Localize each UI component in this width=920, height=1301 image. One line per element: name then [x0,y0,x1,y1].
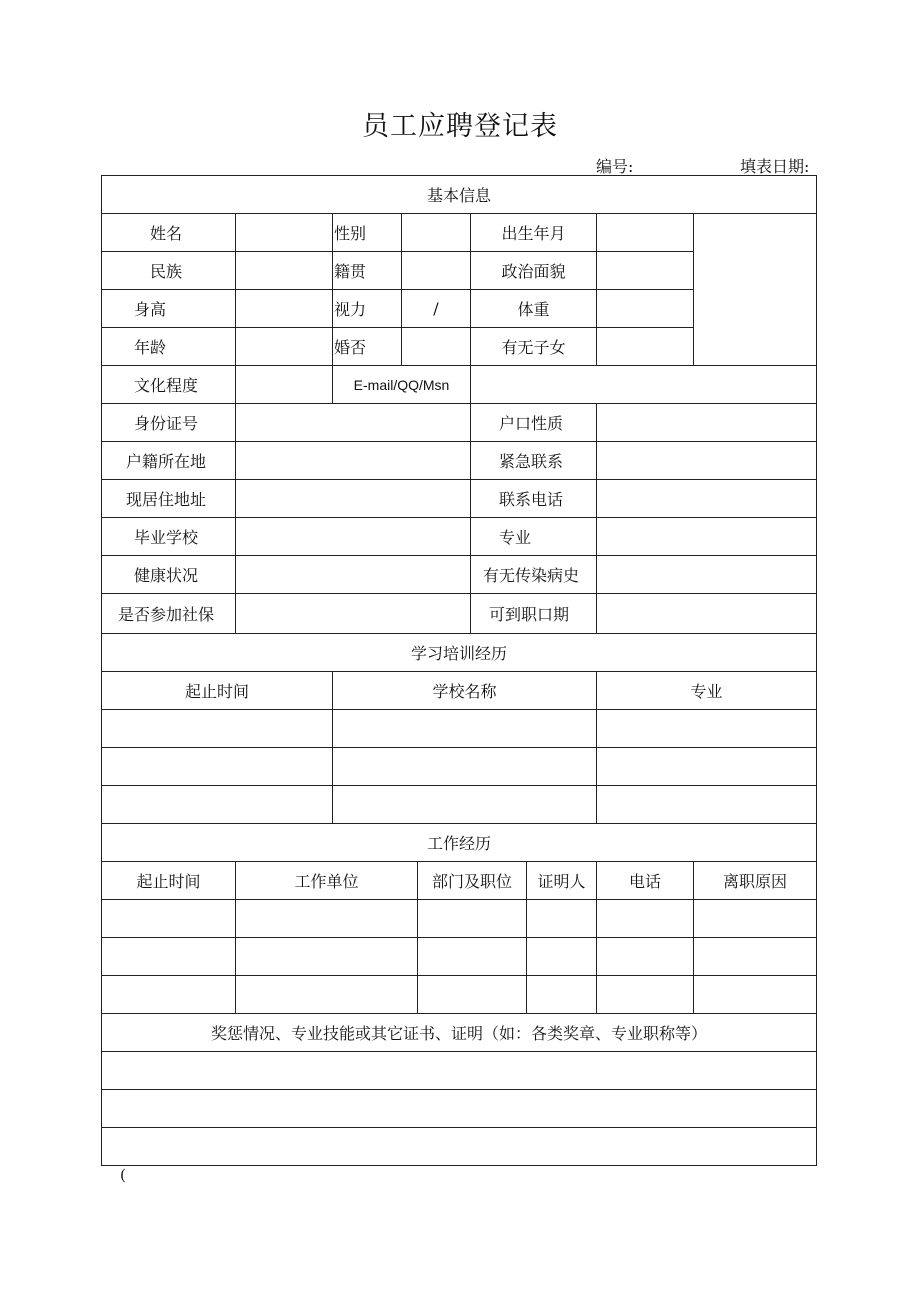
field-input[interactable] [235,555,471,594]
table-cell[interactable] [332,785,597,824]
field-input[interactable] [235,441,471,480]
table-cell[interactable] [526,899,597,938]
field-input[interactable] [235,289,333,328]
field-label: 文化程度 [101,365,236,404]
field-label: 紧急联系 [470,441,597,480]
field-input[interactable] [596,517,817,556]
table-cell[interactable] [596,899,694,938]
field-input[interactable] [235,327,333,366]
table-cell[interactable] [235,899,418,938]
table-cell[interactable] [417,975,527,1014]
field-label: 体重 [470,289,597,328]
field-label: 政治面貌 [470,251,597,290]
field-input[interactable] [596,289,694,328]
table-cell[interactable] [101,899,236,938]
table-cell[interactable] [101,1051,817,1090]
field-input[interactable] [596,403,817,442]
field-input[interactable] [235,517,471,556]
table-cell[interactable] [332,709,597,748]
field-label: E-mail/QQ/Msn [332,365,471,404]
table-cell[interactable] [596,937,694,976]
photo-box [693,213,817,366]
registration-table [102,176,817,1167]
table-cell[interactable] [596,709,817,748]
field-label: 身份证号 [101,403,236,442]
field-label: 有无传染病史 [470,555,597,594]
table-cell[interactable] [417,899,527,938]
form-title: 员工应聘登记表 [362,111,558,142]
table-cell[interactable] [101,1127,817,1166]
field-label: 婚否 [332,327,402,366]
field-input[interactable] [596,327,694,366]
table-cell[interactable] [693,899,817,938]
field-input[interactable] [470,365,817,404]
field-input[interactable] [235,479,471,518]
column-header: 起止时间 [101,861,236,900]
field-label: 户口性质 [470,403,597,442]
table-cell[interactable] [693,937,817,976]
table-cell[interactable] [526,937,597,976]
field-input[interactable] [596,251,694,290]
field-label: 是否参加社保 [101,593,236,634]
field-label: 户籍所在地 [101,441,236,480]
field-input[interactable] [596,441,817,480]
table-cell[interactable] [596,785,817,824]
field-input[interactable] [235,365,333,404]
field-input[interactable] [235,593,471,634]
field-label: 健康状况 [101,555,236,594]
column-header: 学校名称 [332,671,597,710]
table-cell[interactable] [101,1089,817,1128]
field-input[interactable] [596,593,817,634]
field-input[interactable] [401,327,471,366]
field-input[interactable] [596,555,817,594]
column-header: 工作单位 [235,861,418,900]
field-input[interactable] [401,251,471,290]
table-cell[interactable] [101,975,236,1014]
field-label: 身高 [101,289,236,328]
table-cell[interactable] [596,747,817,786]
field-label: 专业 [470,517,597,556]
section-study-history: 学习培训经历 [101,633,817,672]
fill-date-label: 填表日期: [740,157,810,176]
column-header: 起止时间 [101,671,333,710]
table-cell[interactable] [235,975,418,1014]
field-label: 现居住地址 [101,479,236,518]
field-label: 籍贯 [332,251,402,290]
field-label: 年龄 [101,327,236,366]
column-header: 证明人 [526,861,597,900]
field-input[interactable] [596,213,694,252]
table-cell[interactable] [101,937,236,976]
field-input[interactable] [235,403,471,442]
section-basic-info: 基本信息 [101,175,817,214]
field-input[interactable] [235,213,333,252]
column-header: 离职原因 [693,861,817,900]
table-cell[interactable] [235,937,418,976]
table-cell[interactable] [101,747,333,786]
field-label: 可到职口期 [470,593,597,634]
table-cell[interactable] [101,709,333,748]
table-cell[interactable] [693,975,817,1014]
table-cell[interactable] [101,785,333,824]
serial-number-label: 编号: [596,157,634,176]
column-header: 电话 [596,861,694,900]
column-header: 专业 [596,671,817,710]
field-input[interactable] [596,479,817,518]
field-label: 毕业学校 [101,517,236,556]
footer-mark: ( [120,1166,126,1184]
field-label: 性别 [332,213,402,252]
table-cell[interactable] [332,747,597,786]
vision-value[interactable]: / [401,289,471,328]
field-label: 有无子女 [470,327,597,366]
field-label: 视力 [332,289,402,328]
column-header: 部门及职位 [417,861,527,900]
section-awards: 奖惩情况、专业技能或其它证书、证明（如：各类奖章、专业职称等） [101,1013,817,1052]
field-input[interactable] [401,213,471,252]
field-input[interactable] [235,251,333,290]
field-label: 出生年月 [470,213,597,252]
field-label: 民族 [101,251,236,290]
table-cell[interactable] [417,937,527,976]
table-cell[interactable] [596,975,694,1014]
field-label: 姓名 [101,213,236,252]
table-cell[interactable] [526,975,597,1014]
field-label: 联系电话 [470,479,597,518]
section-work-history: 工作经历 [101,823,817,862]
